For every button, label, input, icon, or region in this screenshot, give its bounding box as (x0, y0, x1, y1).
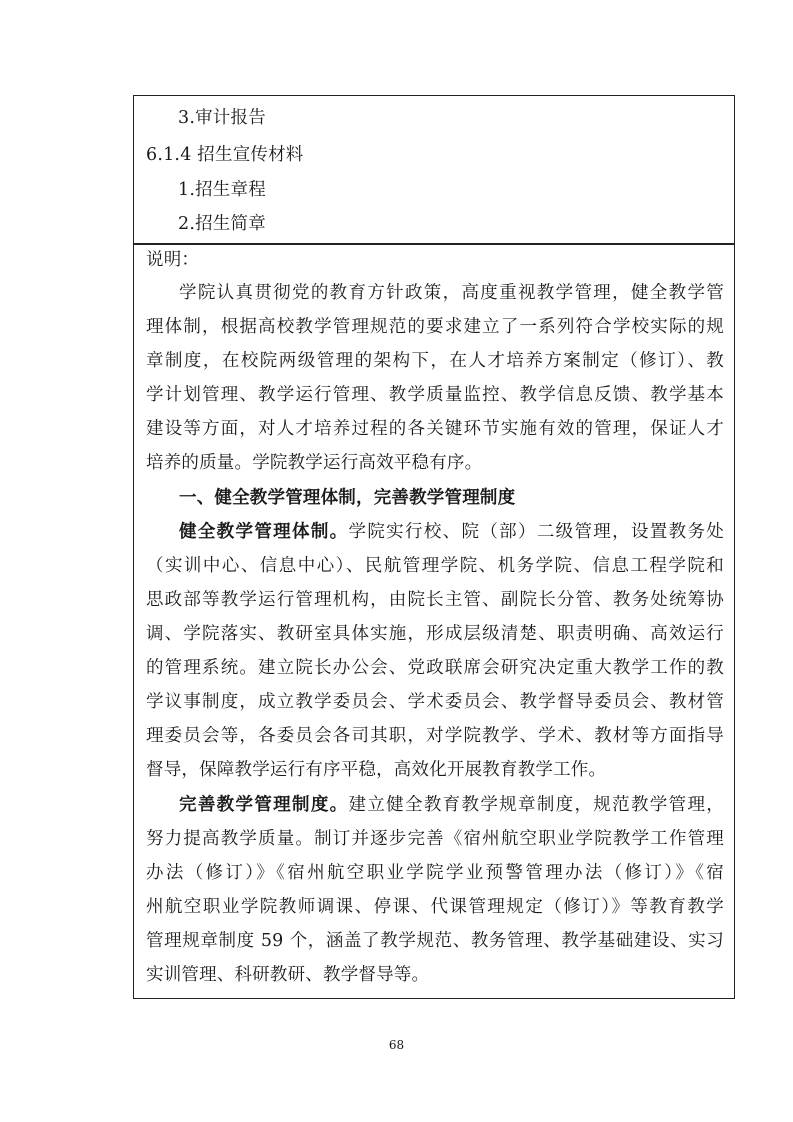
bold-lead: 完善教学管理制度。 (179, 795, 349, 815)
paragraph-line: 理体制，根据高校教学管理规范的要求建立了一系列符合学校实际的规 (146, 317, 724, 337)
paragraph-line: 管理规章制度 59 个，涵盖了教学规范、教务管理、教学基础建设、实习 (146, 931, 724, 951)
paragraph-line: 学院认真贯彻党的教育方针政策，高度重视教学管理，健全教学管 (179, 283, 724, 303)
paragraph-line: 培养的质量。学院教学运行高效平稳有序。 (146, 453, 483, 473)
materials-list-box (133, 95, 735, 245)
section-heading: 一、健全教学管理体制，完善教学管理制度 (179, 488, 516, 508)
paragraph-line: 章制度，在校院两级管理的架构下，在人才培养方案制定（修订）、教 (146, 351, 724, 371)
paragraph-line: 实训管理、科研教研、教学督导等。 (146, 965, 430, 985)
list-item-audit-report: 3.审计报告 (178, 108, 266, 128)
list-item-admission-charter: 1.招生章程 (178, 180, 266, 200)
explanation-label: 说明： (146, 250, 200, 270)
paragraph-line: 的管理系统。建立院长办公会、党政联席会研究决定重大教学工作的教 (146, 658, 724, 678)
paragraph-line: 思政部等教学运行管理机构，由院长主管、副院长分管、教务处统筹协 (146, 590, 724, 610)
paragraph-line: 学计划管理、教学运行管理、教学质量监控、教学信息反馈、教学基本 (146, 385, 724, 405)
paragraph-line: （实训中心、信息中心）、民航管理学院、机务学院、信息工程学院和 (146, 556, 724, 576)
page-number: 68 (388, 1038, 405, 1052)
list-item-admission-brochure: 2.招生简章 (178, 214, 266, 234)
section-heading-6-1-4: 6.1.4 招生宣传材料 (146, 145, 304, 165)
bold-lead: 健全教学管理体制。 (179, 522, 349, 542)
paragraph-line: 健全教学管理体制。学院实行校、院（部）二级管理，设置教务处 (179, 522, 725, 542)
paragraph-line: 建设等方面，对人才培养过程的各关键环节实施有效的管理，保证人才 (146, 419, 724, 439)
paragraph-line: 调、学院落实、教研室具体实施，形成层级清楚、职责明确、高效运行 (146, 624, 724, 644)
paragraph-line: 理委员会等，各委员会各司其职，对学院教学、学术、教材等方面指导 (146, 726, 724, 746)
paragraph-line: 督导，保障教学运行有序平稳，高效化开展教育教学工作。 (146, 760, 607, 780)
paragraph-line: 学议事制度，成立教学委员会、学术委员会、教学督导委员会、教材管 (146, 692, 724, 712)
paragraph-line: 办法（修订）》《宿州航空职业学院学业预警管理办法（修订）》《宿 (146, 863, 724, 883)
paragraph-line: 完善教学管理制度。建立健全教育教学规章制度，规范教学管理， (179, 795, 725, 815)
paragraph-line: 努力提高教学质量。制订并逐步完善《宿州航空职业学院教学工作管理 (146, 829, 724, 849)
paragraph-line: 州航空职业学院教师调课、停课、代课管理规定（修订）》等教育教学 (146, 897, 724, 917)
explanation-box (133, 243, 735, 999)
